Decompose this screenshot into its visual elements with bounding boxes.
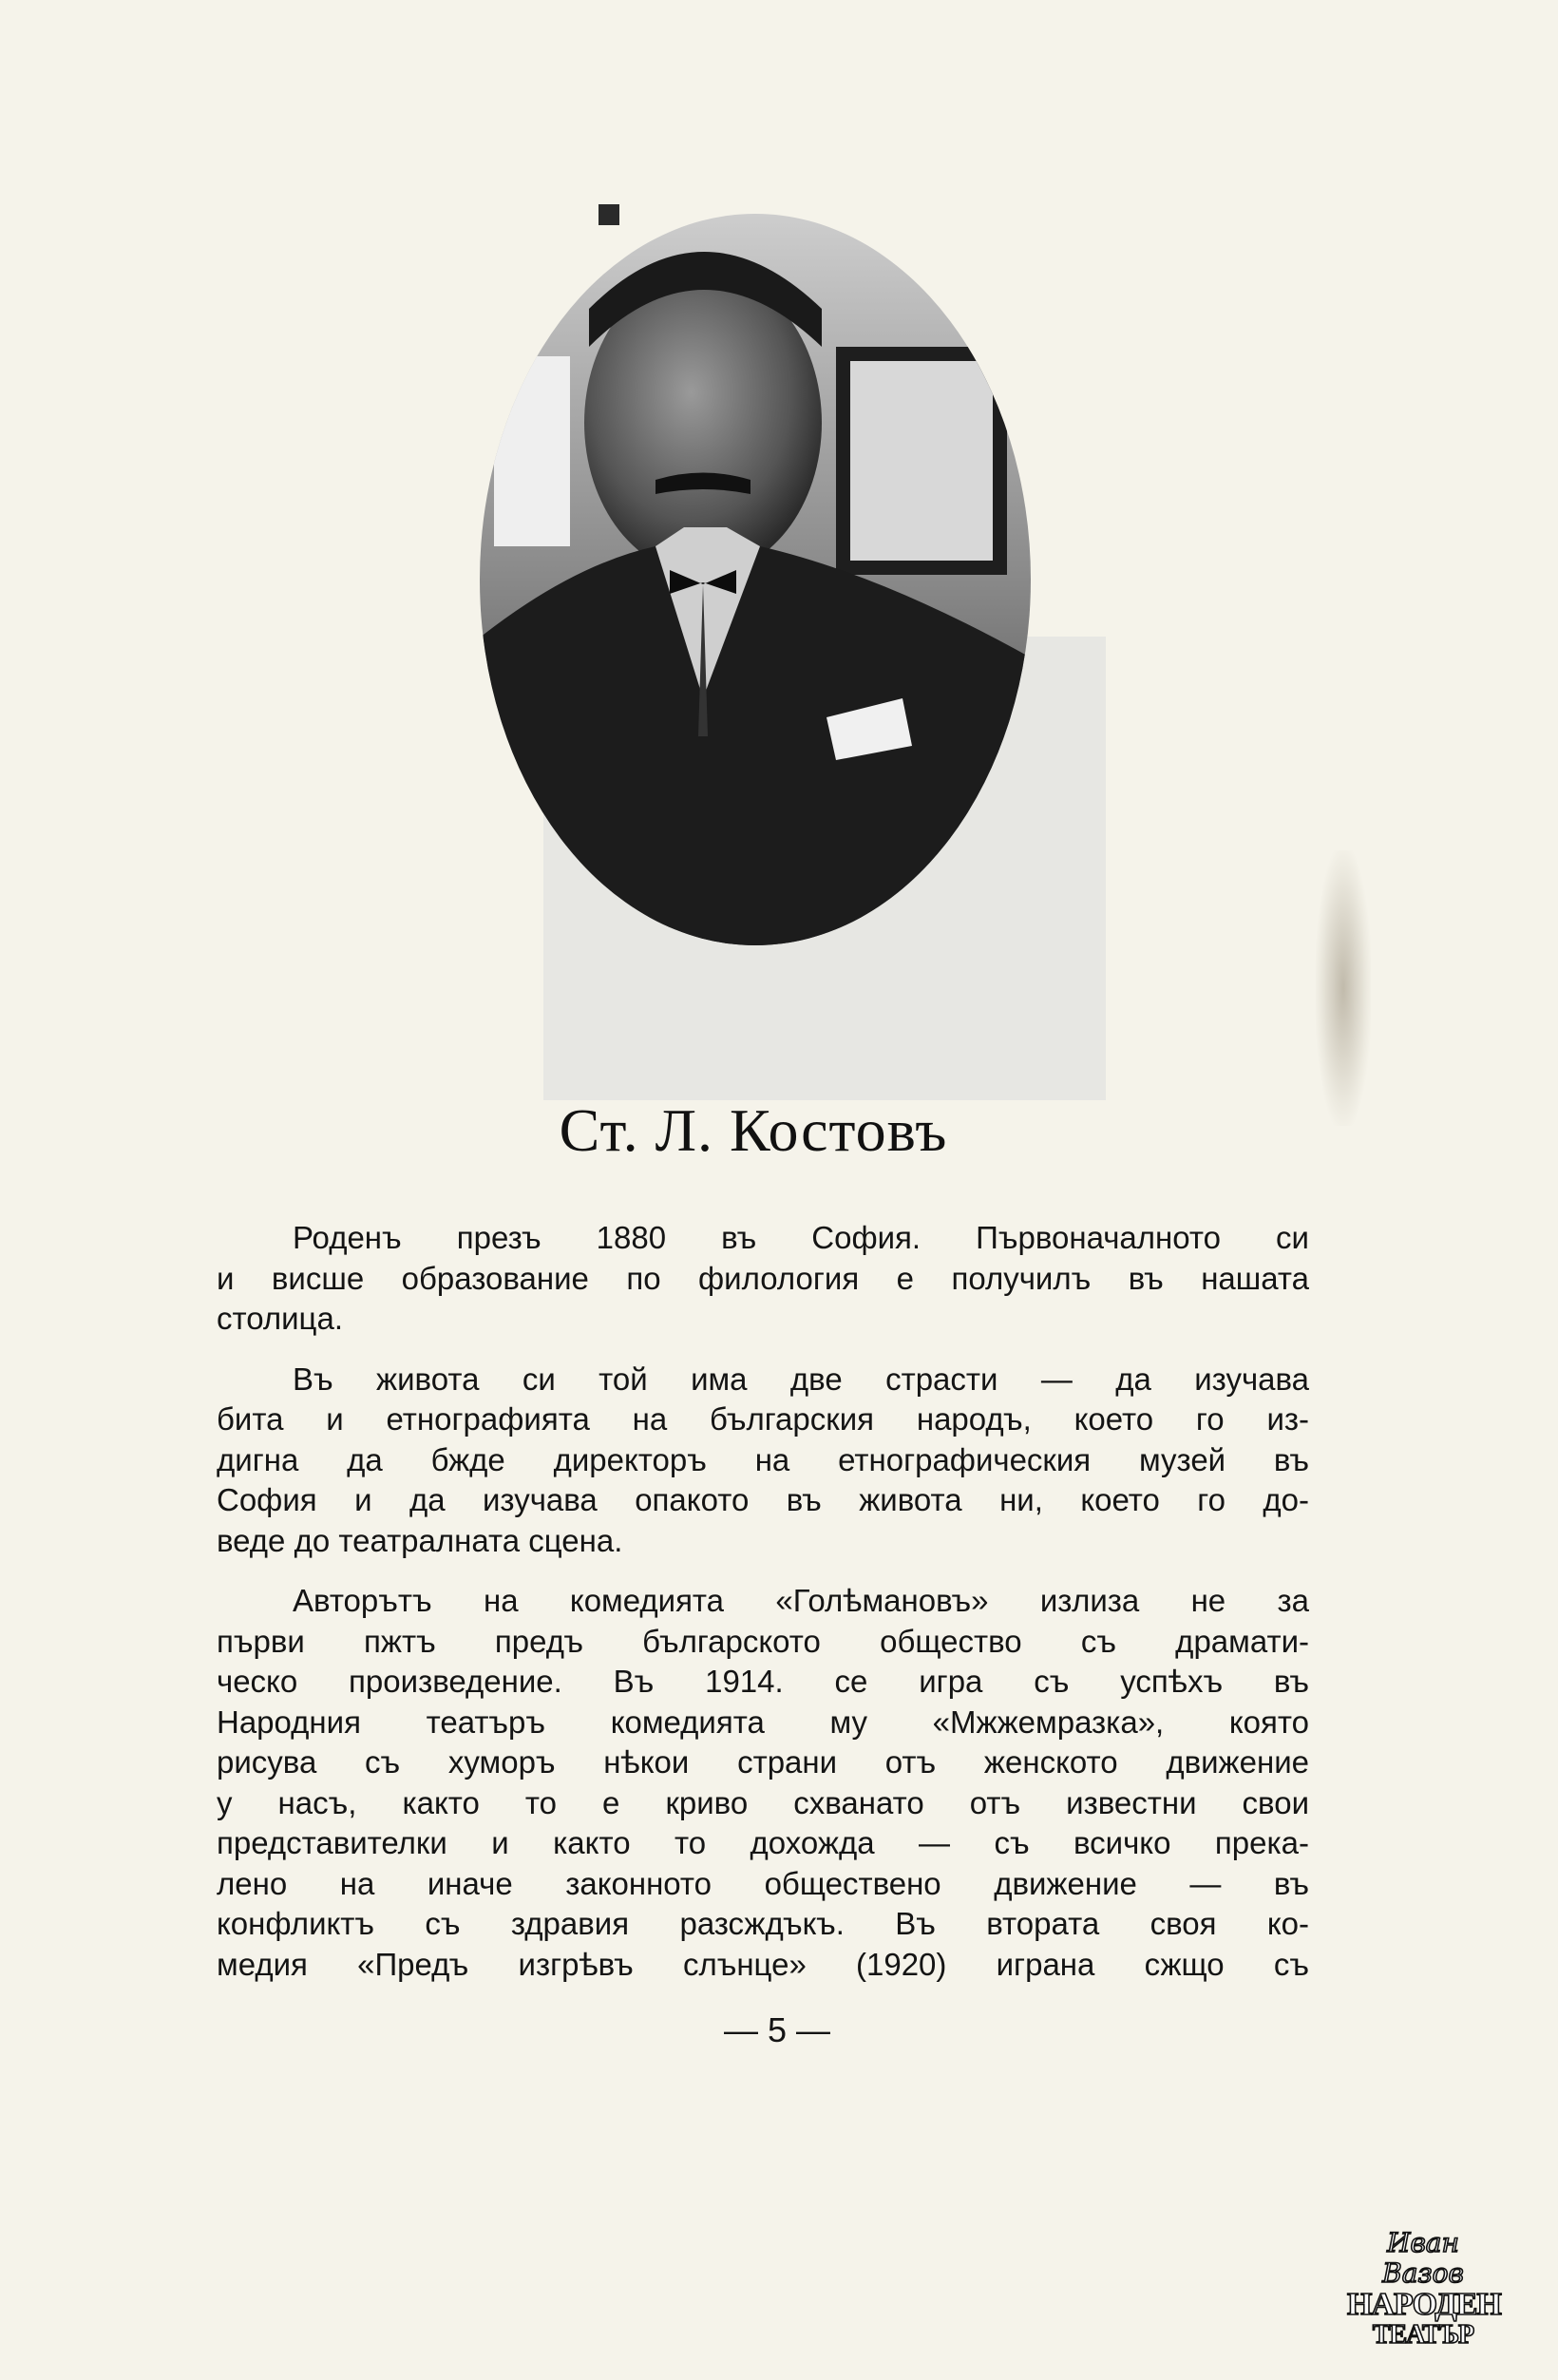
paragraph xyxy=(217,1360,1309,1562)
text-line: представителки и както то дохожда — съ всичко прека- xyxy=(217,1825,1309,1860)
text-line: София и да изучава опакото въ живота ни, което го до- xyxy=(217,1482,1309,1517)
text-line: веде до театралната сцена. xyxy=(217,1522,623,1558)
text-line: лено на иначе законното обществено движение — въ xyxy=(217,1865,1309,1901)
logo-word-1: НАРОДЕН xyxy=(1347,2287,1501,2322)
paper-stain xyxy=(1316,850,1371,1126)
paragraph xyxy=(217,1218,1309,1340)
text-line: Роденъ презъ 1880 въ София. Първоначалното си xyxy=(293,1220,1309,1255)
page-number: — 5 — xyxy=(723,2010,831,2049)
portrait-photo xyxy=(475,204,1036,945)
text-line: конфликтъ съ здравия разсждъкъ. Въ втората своя ко- xyxy=(217,1906,1309,1941)
text-line: бита и етнографията на българския народъ, което го из- xyxy=(217,1401,1309,1437)
national-theatre-logo xyxy=(1347,2227,1501,2350)
text-line: първи пжтъ предъ българското общество съ драмати- xyxy=(217,1623,1309,1659)
text-line: рисува съ хуморъ нѣкои страни отъ женското движение xyxy=(217,1744,1309,1780)
text-line: Въ живота си той има две страсти — да изучава xyxy=(293,1361,1309,1397)
text-line: у насъ, както то е криво схванато отъ известни свои xyxy=(217,1784,1309,1820)
text-line: медия «Предъ изгрѣвъ слънце» (1920) играна сжщо съ xyxy=(217,1946,1309,1982)
text-line: дигна да бжде директоръ на етнографическия музей въ xyxy=(217,1441,1309,1477)
text-line: ческо произведение. Въ 1914. се игра съ успѣхъ въ xyxy=(217,1664,1309,1699)
biography-text xyxy=(217,1218,1309,1985)
text-line: Народния театъръ комедията му «Мжжемразка», която xyxy=(217,1704,1309,1740)
logo-word-2: ТЕАТЪР xyxy=(1372,2320,1474,2350)
paragraph xyxy=(217,1581,1309,1985)
logo-script: Иван Вазов xyxy=(1382,2227,1464,2289)
text-line: столица. xyxy=(217,1301,343,1336)
text-line: Авторътъ на комедията «Голѣмановъ» излиза не за xyxy=(293,1583,1309,1618)
text-line: и висше образование по филология е получилъ въ нашата xyxy=(217,1260,1309,1296)
page-title: Ст. Л. Костовъ xyxy=(559,1096,948,1164)
